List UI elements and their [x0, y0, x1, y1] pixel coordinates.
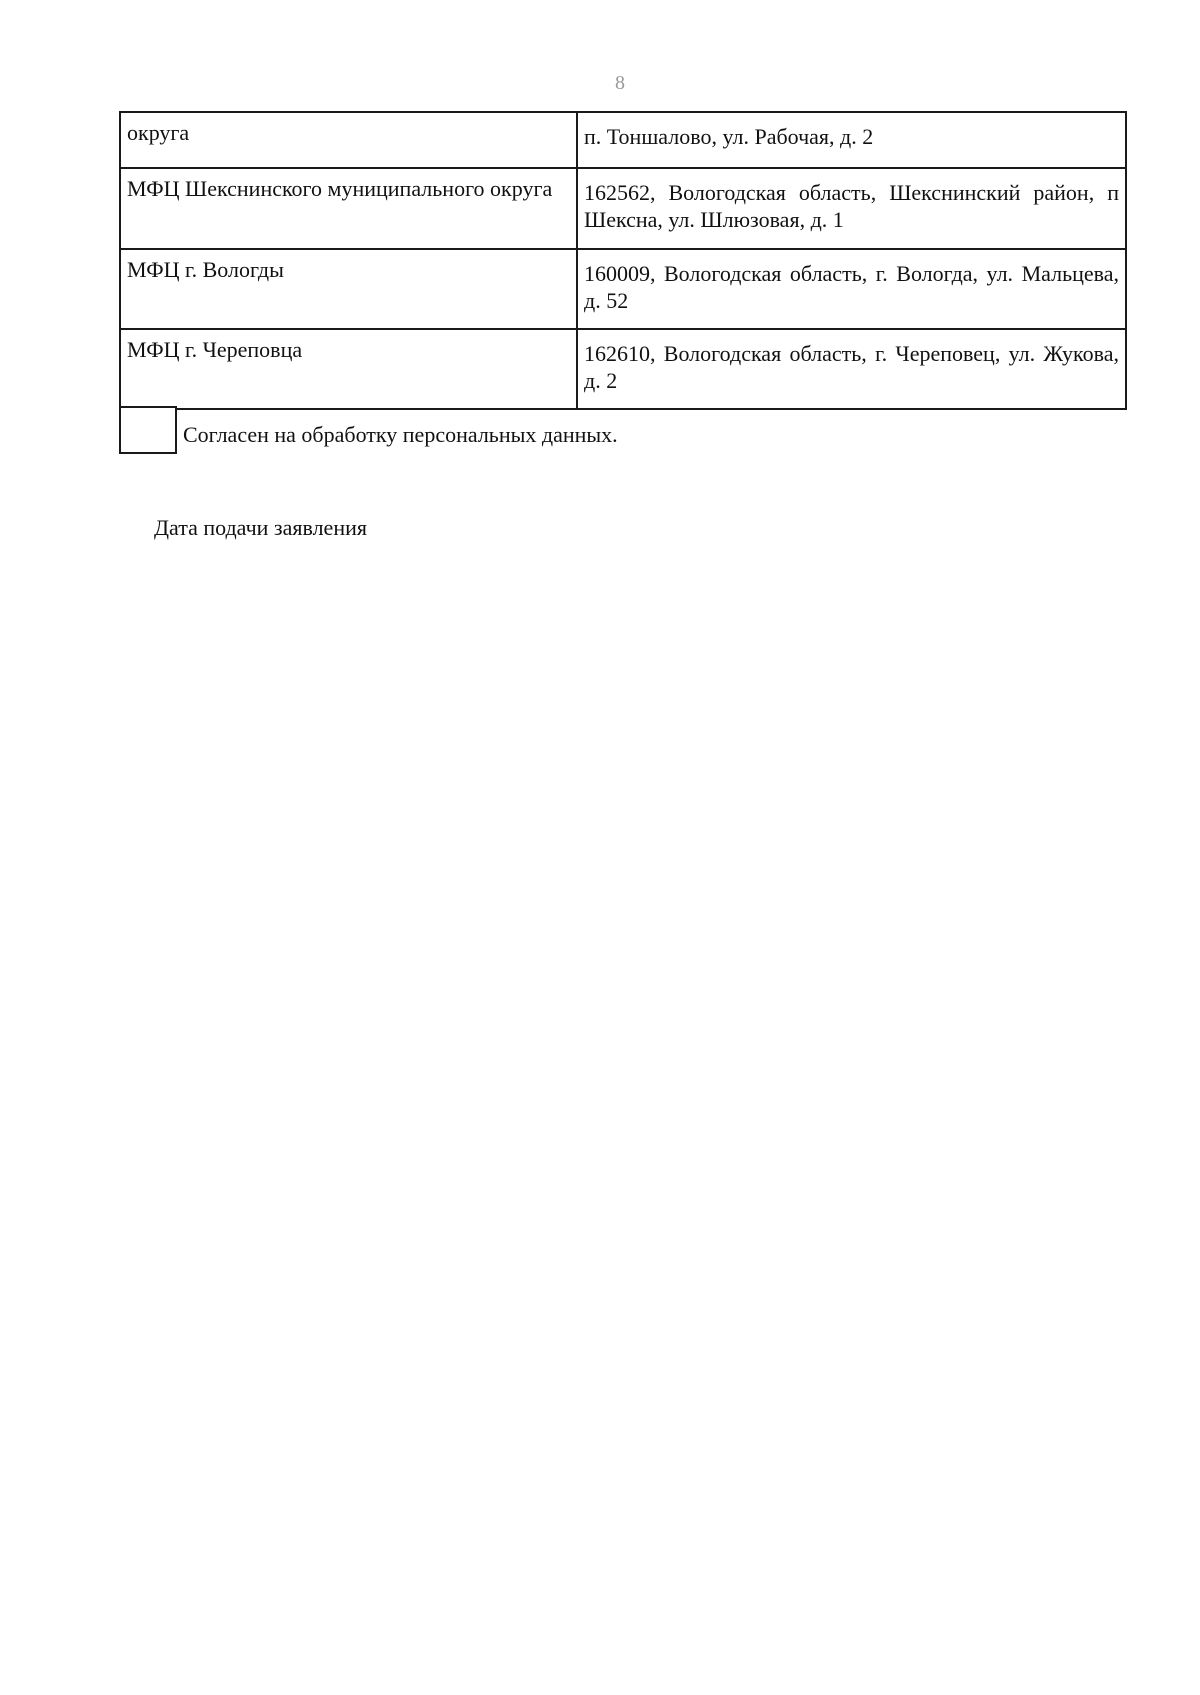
table-row [120, 249, 1126, 329]
table-row [120, 112, 1126, 168]
consent-row [119, 406, 618, 454]
office-address: 162562, Вологодская область, Шекснинский район, п Шексна, ул. Шлюзовая, д. 1 [577, 168, 1126, 249]
consent-label: Согласен на обработку персональных данных. [183, 422, 618, 447]
office-name: округа [120, 112, 577, 168]
submission-date-label: Дата подачи заявления [154, 515, 367, 540]
office-address: п. Тоншалово, ул. Рабочая, д. 2 [577, 112, 1126, 168]
office-name: МФЦ Шекснинского муниципального округа [120, 168, 577, 249]
office-name: МФЦ г. Вологды [120, 249, 577, 329]
office-address: 160009, Вологодская область, г. Вологда, ул. Мальцева, д. 52 [577, 249, 1126, 329]
mfc-offices-table [119, 111, 1127, 410]
table-row [120, 329, 1126, 409]
page-number: 8 [615, 72, 625, 94]
consent-checkbox[interactable] [119, 406, 177, 454]
office-address: 162610, Вологодская область, г. Череповец, ул. Жукова, д. 2 [577, 329, 1126, 409]
office-name: МФЦ г. Череповца [120, 329, 577, 409]
table-row [120, 168, 1126, 249]
